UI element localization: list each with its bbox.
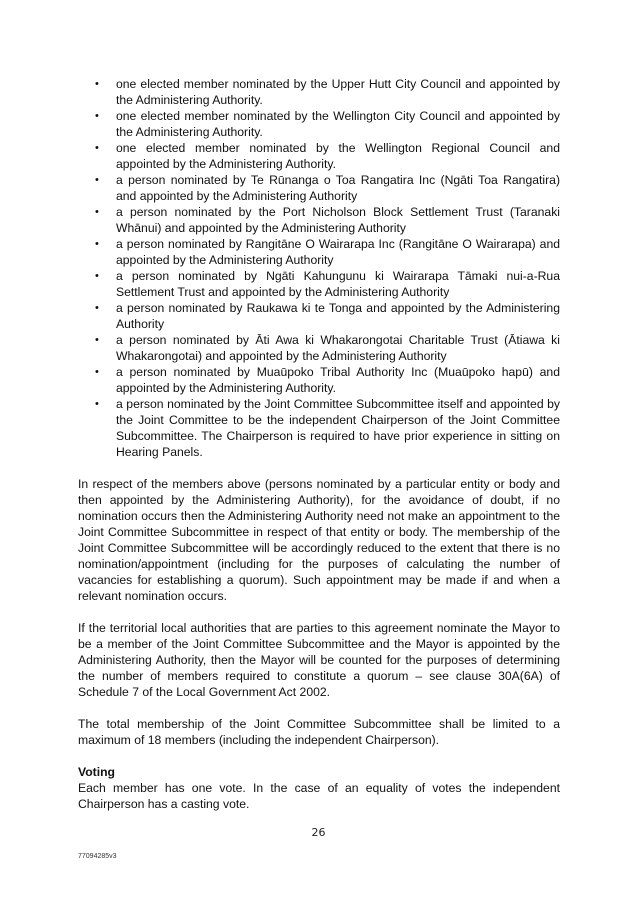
bullet-icon: •: [95, 206, 99, 218]
bullet-icon: •: [95, 302, 99, 314]
list-item-text: a person nominated by Te Rūnanga o Toa Rangatira Inc (Ngāti Toa Rangatira) and appointed by the Administering Authority: [116, 173, 560, 203]
voting-paragraph: Each member has one vote. In the case of an equality of votes the independent Chairperson has a casting vote.: [78, 781, 560, 811]
list-item-text: a person nominated by Āti Awa ki Whakarongotai Charitable Trust (Ātiawa ki Whakarongotai) and appointed by the Administering Authority: [116, 333, 560, 363]
page-number: 26: [311, 826, 326, 839]
list-item-text: a person nominated by Muaūpoko Tribal Authority Inc (Muaūpoko hapū) and appointed by the Administering Authority.: [116, 365, 560, 395]
list-item: [95, 332, 560, 364]
list-item-text: one elected member nominated by the Wellington City Council and appointed by the Administering Authority.: [116, 109, 560, 139]
list-item-text: a person nominated by the Port Nicholson Block Settlement Trust (Taranaki Whānui) and appointed by the Administering Authority: [116, 205, 560, 235]
list-item: [95, 108, 560, 140]
list-item-text: a person nominated by Ngāti Kahungunu ki Wairarapa Tāmaki nui-a-Rua Settlement Trust and appointed by the Administering Authority: [116, 269, 560, 299]
bullet-icon: •: [95, 270, 99, 282]
document-reference: 77094285v3: [78, 853, 117, 860]
list-item: [95, 76, 560, 108]
list-item: [95, 300, 560, 332]
bullet-icon: •: [95, 238, 99, 250]
list-item: [95, 236, 560, 268]
page-content: [78, 76, 560, 812]
bullet-icon: •: [95, 174, 99, 186]
membership-limit-paragraph: The total membership of the Joint Committee Subcommittee shall be limited to a maximum of 18 members (including the independent Chairperson).: [78, 717, 560, 747]
list-item-text: a person nominated by the Joint Committee Subcommittee itself and appointed by the Joint Committee to be the independent Chairperson of the Joint Committee Subcommittee. The Chairperson is required to have prior experience in sitting on Hearing Panels.: [116, 397, 560, 459]
list-item-text: a person nominated by Rangitāne O Wairarapa Inc (Rangitāne O Wairarapa) and appointed by the Administering Authority: [116, 237, 560, 267]
bullet-icon: •: [95, 366, 99, 378]
mayor-paragraph: If the territorial local authorities that are parties to this agreement nominate the Mayor to be a member of the Joint Committee Subcommittee and the Mayor is appointed by the Administering Authority, then the Mayor will be counted for the purposes of determining the number of members required to constitute a quorum – see clause 30A(6A) of Schedule 7 of the Local Government Act 2002.: [78, 621, 560, 699]
list-item: [95, 364, 560, 396]
list-item: [95, 396, 560, 460]
list-item-text: a person nominated by Raukawa ki te Tonga and appointed by the Administering Authority: [116, 301, 560, 331]
list-item: [95, 172, 560, 204]
bullet-icon: •: [95, 334, 99, 346]
list-item: [95, 140, 560, 172]
bullet-icon: •: [95, 110, 99, 122]
bullet-icon: •: [95, 142, 99, 154]
nomination-paragraph: In respect of the members above (persons nominated by a particular entity or body and then appointed by the Administering Authority), for the avoidance of doubt, if no nomination occurs then the Administering Authority need not make an appointment to the Joint Committee Subcommittee in respect of that entity or body. The membership of the Joint Committee Subcommittee will be accordingly reduced to the extent that there is no nomination/appointment (including for the purposes of calculating the number of vacancies for establishing a quorum). Such appointment may be made if and when a relevant nomination occurs.: [78, 477, 560, 603]
list-item-text: one elected member nominated by the Upper Hutt City Council and appointed by the Administering Authority.: [116, 77, 560, 107]
voting-heading: Voting: [78, 765, 116, 779]
list-item: [95, 268, 560, 300]
bullet-icon: •: [95, 78, 99, 90]
membership-bullet-list: [78, 76, 560, 460]
list-item-text: one elected member nominated by the Wellington Regional Council and appointed by the Administering Authority.: [116, 141, 560, 171]
list-item: [95, 204, 560, 236]
bullet-icon: •: [95, 398, 99, 410]
